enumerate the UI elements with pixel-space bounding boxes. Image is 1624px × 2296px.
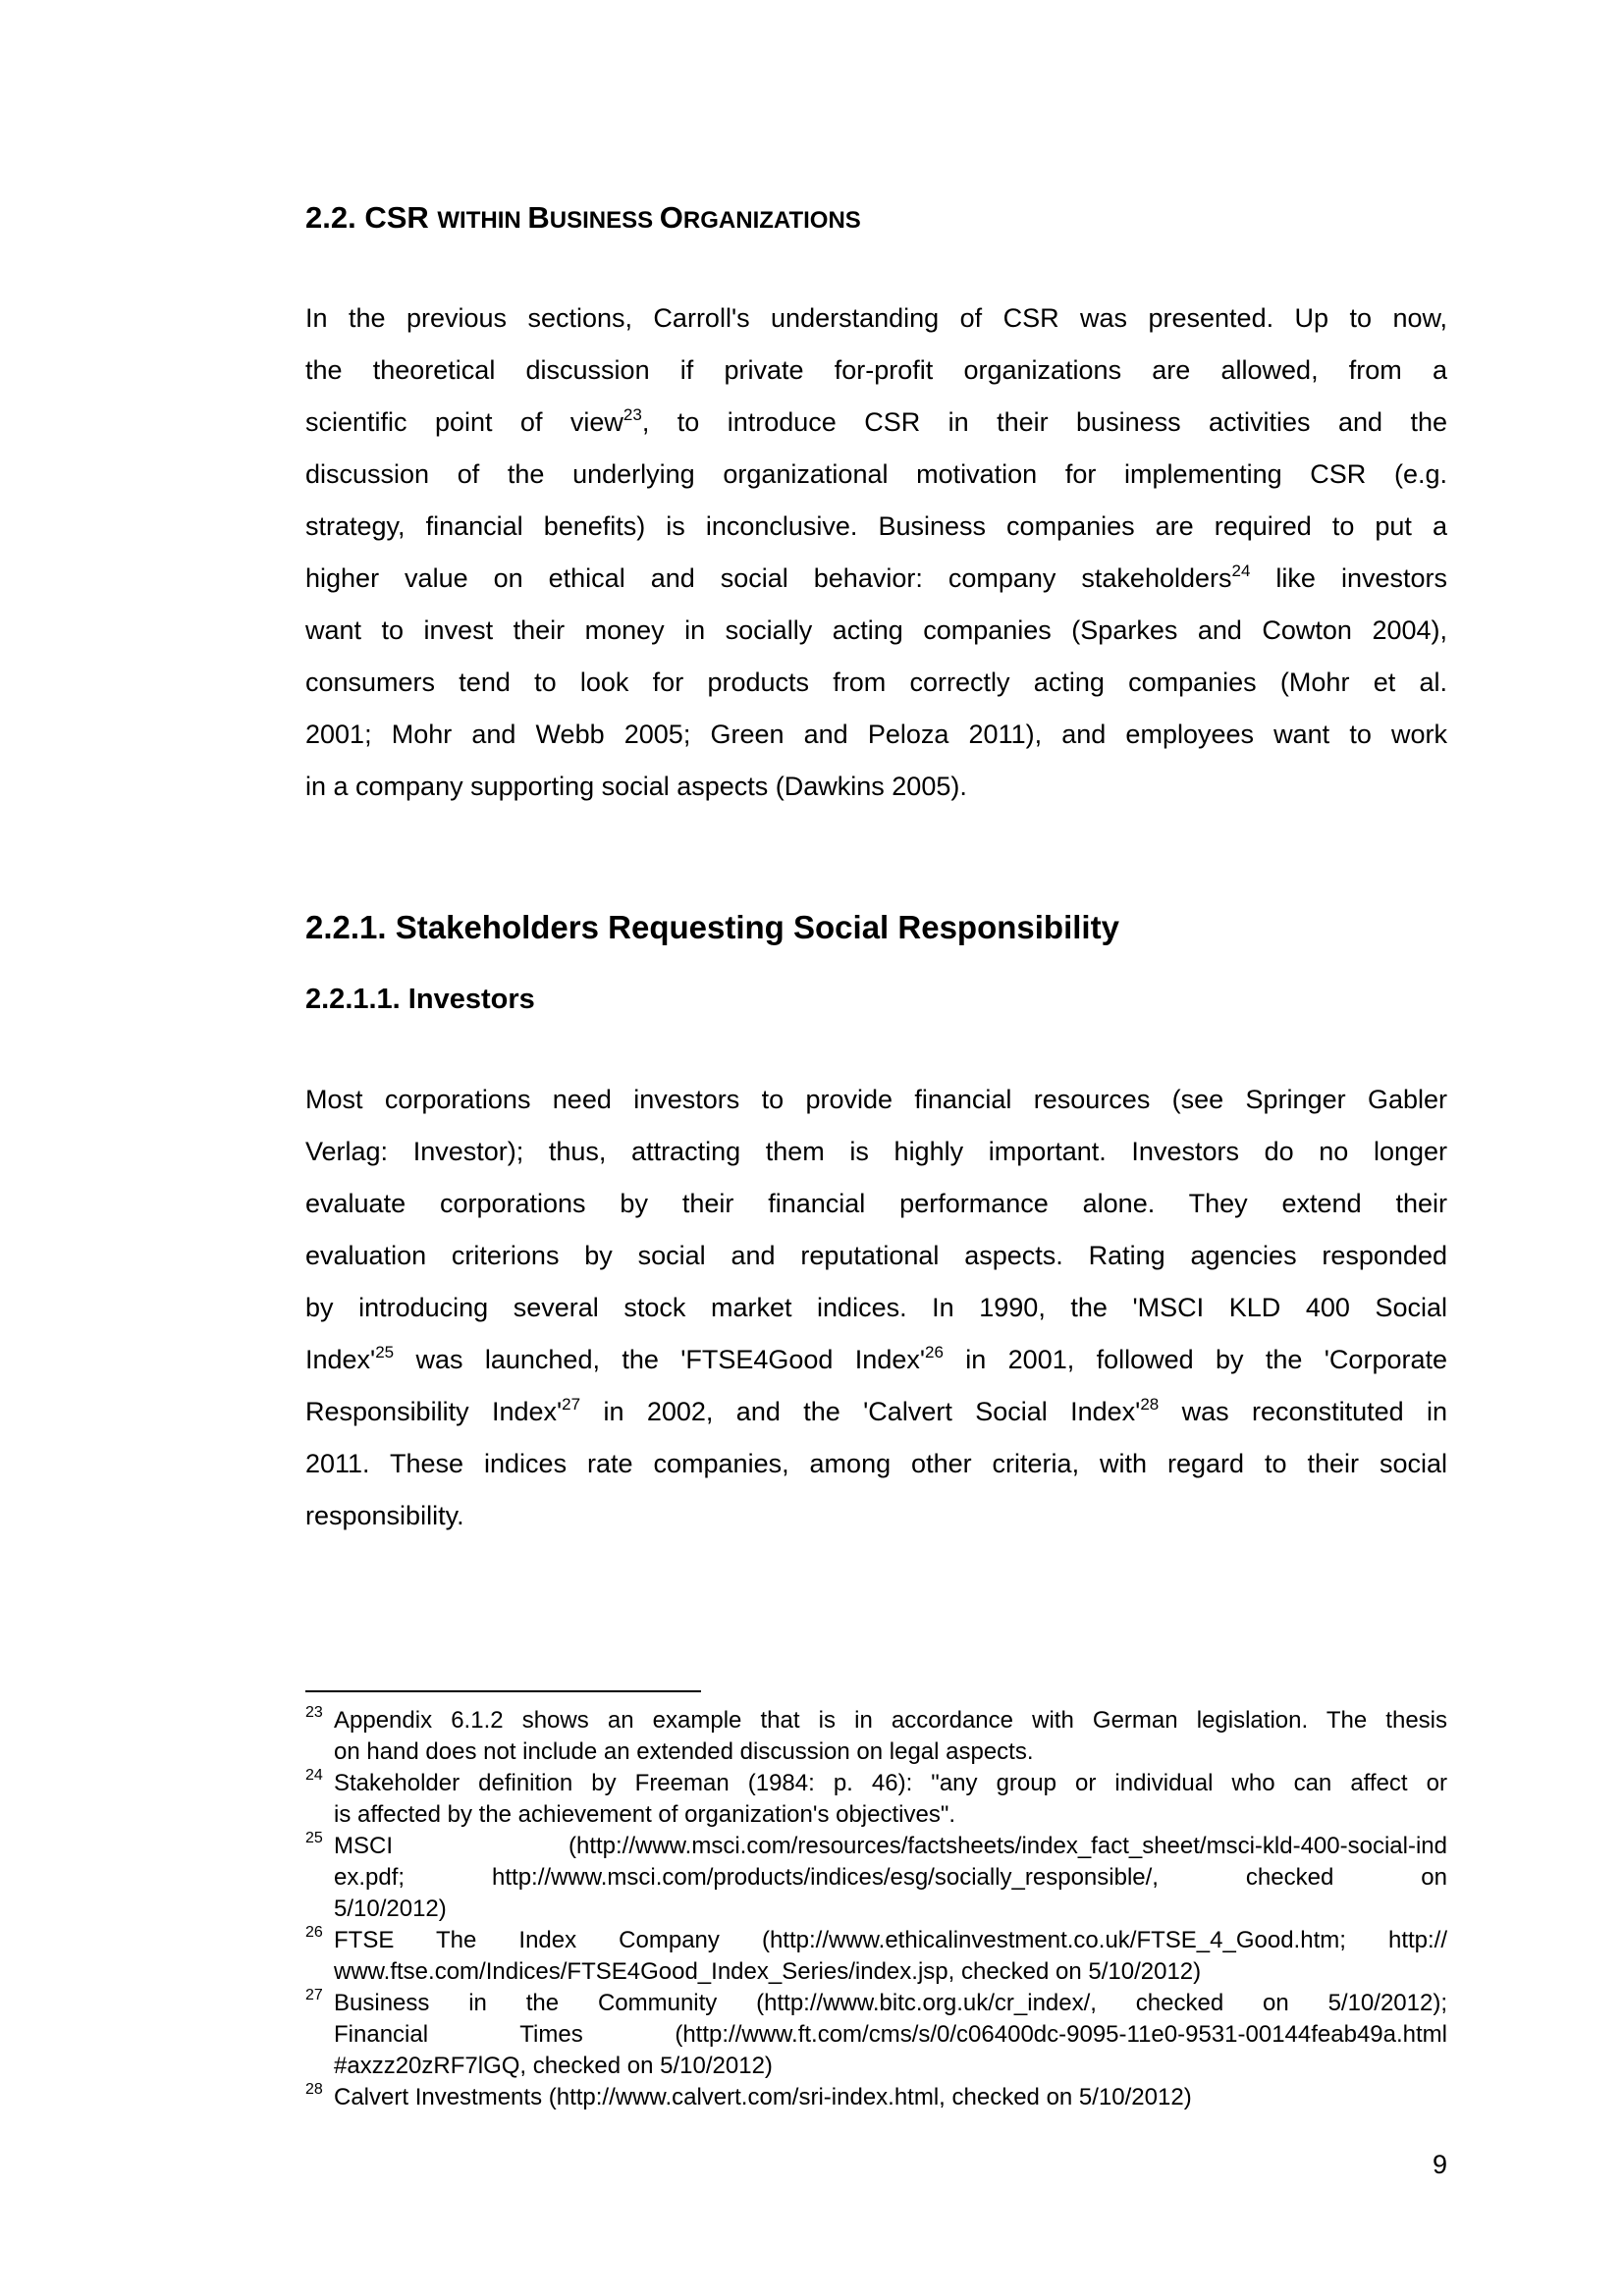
text-run: 2011. These indices rate companies, among other criteria, with regard to their social	[305, 1449, 1447, 1478]
footnote-text: FTSE The Index Company (http://www.ethicalinvestment.co.uk/FTSE_4_Good.htm; http://	[334, 1927, 1447, 1953]
subsubsection-heading: 2.2.1.1. Investors	[305, 984, 535, 1015]
paragraph-investors	[305, 1074, 1447, 1542]
heading-word: B	[527, 200, 550, 235]
text-line	[305, 501, 1447, 553]
text-run: the theoretical discussion if private for-profit organizations are allowed, from a	[305, 355, 1447, 385]
section-heading	[305, 200, 1447, 236]
footnote-ref[interactable]: 26	[925, 1343, 944, 1362]
text-line	[305, 657, 1447, 709]
text-line	[305, 709, 1447, 761]
text-line	[305, 553, 1447, 605]
text-run: in 2002, and the 'Calvert Social Index'	[580, 1397, 1141, 1426]
footnote-text: is affected by the achievement of organization's objectives".	[334, 1801, 956, 1828]
footnote-line	[305, 1862, 1447, 1894]
footnote-text: www.ftse.com/Indices/FTSE4Good_Index_Series/index.jsp, checked on 5/10/2012)	[334, 1958, 1202, 1985]
text-run: Verlag: Investor); thus, attracting them is highly important. Investors do no longer	[305, 1137, 1447, 1166]
heading-word: RGANIZATIONS	[682, 207, 861, 234]
paragraph-intro	[305, 293, 1447, 813]
footnote-line	[305, 2051, 1447, 2082]
text-run: strategy, financial benefits) is inconclusive. Business companies are required to put a	[305, 511, 1447, 541]
footnote-line	[305, 1768, 1447, 1799]
footnote-line	[305, 2082, 1447, 2113]
footnote-separator	[305, 1690, 701, 1692]
text-run: Responsibility Index'	[305, 1397, 563, 1426]
text-run: by introducing several stock market indices. In 1990, the 'MSCI KLD 400 Social	[305, 1293, 1447, 1322]
text-run: responsibility.	[305, 1501, 464, 1530]
footnote-text: Stakeholder definition by Freeman (1984: p. 46): "any group or individual who can affect or	[334, 1770, 1447, 1796]
text-run: In the previous sections, Carroll's understanding of CSR was presented. Up to now,	[305, 303, 1447, 333]
text-line	[305, 449, 1447, 501]
text-line	[305, 761, 1447, 813]
footnote-line	[305, 1705, 1447, 1736]
text-line	[305, 1386, 1447, 1438]
text-run: like investors	[1250, 563, 1447, 593]
heading-number: 2.2. CSR	[305, 200, 438, 235]
text-run: scientific point of view	[305, 407, 623, 437]
text-line	[305, 605, 1447, 657]
text-run: higher value on ethical and social behavior: company stakeholders	[305, 563, 1232, 593]
footnote-line	[305, 1956, 1447, 1988]
text-run: was reconstituted in	[1159, 1397, 1448, 1426]
footnote-text: Appendix 6.1.2 shows an example that is in accordance with German legislation. The thesis	[334, 1707, 1447, 1734]
footnote-text: MSCI (http://www.msci.com/resources/factsheets/index_fact_sheet/msci-kld-400-social-ind	[334, 1833, 1447, 1859]
footnote-text: #axzz20zRF7lGQ, checked on 5/10/2012)	[334, 2053, 773, 2079]
footnote-line	[305, 1831, 1447, 1862]
footnote-number: 27	[305, 1987, 323, 2003]
text-run: 2001; Mohr and Webb 2005; Green and Peloza 2011), and employees want to work	[305, 720, 1447, 749]
text-run: , to introduce CSR in their business activities and the	[641, 407, 1447, 437]
footnote-text: on hand does not include an extended discussion on legal aspects.	[334, 1738, 1034, 1765]
footnote-number: 28	[305, 2081, 323, 2098]
footnote-text: Calvert Investments (http://www.calvert.com/sri-index.html, checked on 5/10/2012)	[334, 2084, 1192, 2110]
text-line	[305, 1334, 1447, 1386]
footnote-ref[interactable]: 23	[623, 405, 642, 424]
text-run: Most corporations need investors to provide financial resources (see Springer Gabler	[305, 1085, 1447, 1114]
text-run: consumers tend to look for products from correctly acting companies (Mohr et al.	[305, 667, 1447, 697]
subsection-heading: 2.2.1. Stakeholders Requesting Social Responsibility	[305, 909, 1119, 945]
heading-word: USINESS	[549, 207, 660, 234]
text-line	[305, 345, 1447, 397]
footnote-ref[interactable]: 27	[562, 1395, 581, 1414]
text-line	[305, 293, 1447, 345]
footnote-line	[305, 1988, 1447, 2019]
footnote-text: 5/10/2012)	[334, 1896, 447, 1922]
text-line	[305, 1230, 1447, 1282]
footnote-line	[305, 1894, 1447, 1925]
footnote-text: Financial Times (http://www.ft.com/cms/s/0/c06400dc-9095-11e0-9531-00144feab49a.html	[334, 2021, 1447, 2048]
footnote-ref[interactable]: 24	[1231, 561, 1251, 580]
footnotes	[305, 1705, 1447, 2113]
footnote-text: Business in the Community (http://www.bitc.org.uk/cr_index/, checked on 5/10/2012);	[334, 1990, 1447, 2016]
footnote-number: 26	[305, 1924, 323, 1941]
footnote-text: ex.pdf; http://www.msci.com/products/indices/esg/socially_responsible/, checked on	[334, 1864, 1447, 1891]
text-line	[305, 1178, 1447, 1230]
footnote-ref[interactable]: 25	[375, 1343, 395, 1362]
footnote-number: 24	[305, 1767, 323, 1784]
footnote-line	[305, 1925, 1447, 1956]
text-line	[305, 1126, 1447, 1178]
text-line	[305, 1282, 1447, 1334]
text-line	[305, 397, 1447, 449]
heading-word: O	[659, 200, 683, 235]
page-number: 9	[1432, 2150, 1447, 2179]
text-run: in 2001, followed by the 'Corporate	[943, 1345, 1447, 1374]
text-run: discussion of the underlying organizational motivation for implementing CSR (e.g.	[305, 459, 1447, 489]
text-line	[305, 1438, 1447, 1490]
text-line	[305, 1490, 1447, 1542]
text-run: want to invest their money in socially acting companies (Sparkes and Cowton 2004),	[305, 615, 1447, 645]
text-run: in a company supporting social aspects (Dawkins 2005).	[305, 772, 967, 801]
text-run: Index'	[305, 1345, 376, 1374]
footnote-number: 25	[305, 1830, 323, 1846]
footnote-number: 23	[305, 1704, 323, 1721]
text-run: was launched, the 'FTSE4Good Index'	[394, 1345, 926, 1374]
footnote-line	[305, 2019, 1447, 2051]
footnote-ref[interactable]: 28	[1140, 1395, 1160, 1414]
text-run: evaluation criterions by social and reputational aspects. Rating agencies responded	[305, 1241, 1447, 1270]
text-line	[305, 1074, 1447, 1126]
footnote-line	[305, 1799, 1447, 1831]
heading-word: WITHIN	[437, 207, 528, 234]
text-run: evaluate corporations by their financial performance alone. They extend their	[305, 1189, 1447, 1218]
footnote-line	[305, 1736, 1447, 1768]
